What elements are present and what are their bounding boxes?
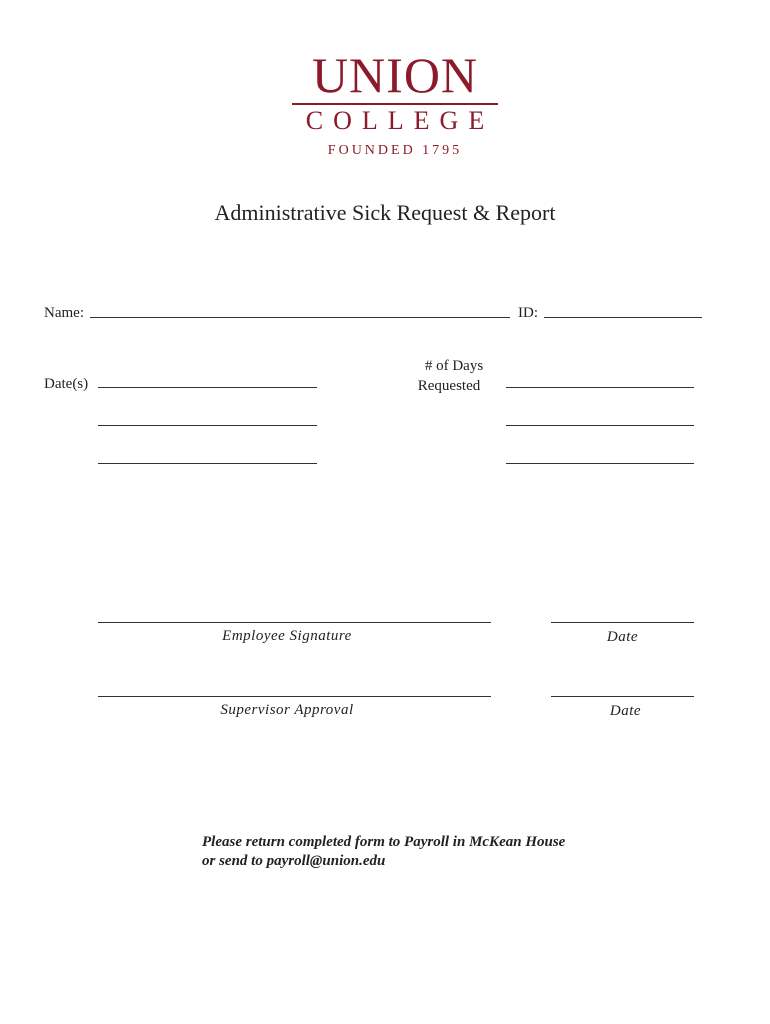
date-field-1[interactable] [98, 387, 317, 388]
date-field-2[interactable] [98, 425, 317, 426]
dates-label: Date(s) [44, 376, 89, 392]
supervisor-approval-field[interactable] [98, 696, 491, 697]
logo-union: UNION [311, 47, 479, 103]
id-field[interactable] [544, 317, 702, 318]
logo-founded: FOUNDED 1795 [327, 143, 463, 158]
days-field-2[interactable] [506, 425, 694, 426]
id-label: ID: [518, 305, 538, 321]
logo-divider [292, 103, 498, 105]
date-field-3[interactable] [98, 463, 317, 464]
days-field-1[interactable] [506, 387, 694, 388]
employee-date-label: Date [606, 629, 639, 645]
supervisor-date-label: Date [609, 703, 642, 719]
page-title: Administrative Sick Request & Report [214, 200, 556, 225]
name-label: Name: [44, 305, 84, 321]
days-field-3[interactable] [506, 463, 694, 464]
employee-signature-field[interactable] [98, 622, 491, 623]
supervisor-approval-label: Supervisor Approval [220, 702, 354, 718]
days-label-line2: Requested [417, 378, 481, 394]
employee-signature-label: Employee Signature [222, 628, 352, 644]
employee-date-field[interactable] [551, 622, 694, 623]
supervisor-date-field[interactable] [551, 696, 694, 697]
footer-instruction-line1: Please return completed form to Payroll in McKean House [202, 834, 566, 850]
name-field[interactable] [90, 317, 510, 318]
logo-college: COLLEGE [305, 106, 495, 135]
footer-instruction-line2: or send to payroll@union.edu [202, 853, 386, 869]
days-label-line1: # of Days [424, 358, 484, 374]
